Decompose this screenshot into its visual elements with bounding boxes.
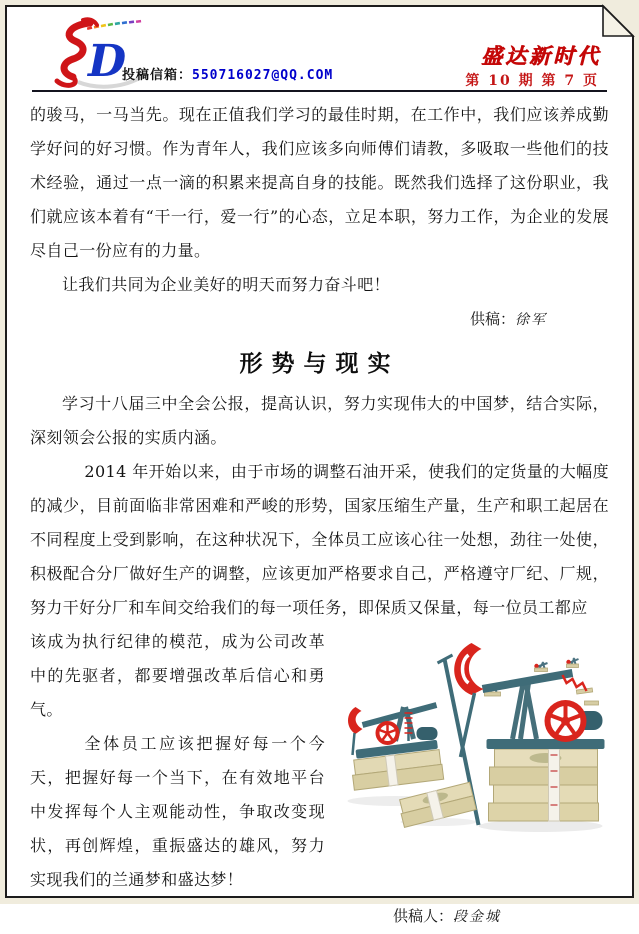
article2-wrap-section: [30, 625, 609, 897]
byline-label: 供稿：: [469, 310, 515, 328]
email-line: [122, 64, 333, 83]
article2-para2-b: 该成为执行纪律的模范，成为公司改革中的先驱者，都要增强改革后信心和勇气。: [30, 632, 325, 719]
byline-name: 段金城: [453, 909, 501, 925]
article2-title: 形势与现实: [239, 350, 400, 377]
logo-letter-d: D: [88, 36, 127, 87]
article2-byline: [30, 899, 609, 934]
article2-para1: 学习十八届三中全会公报，提高认识，努力实现伟大的中国梦，结合实际，深刻领会公报的实质内涵。: [30, 394, 609, 447]
page-content: [6, 6, 633, 925]
issue-page-info: 第 10 期 第 7 页: [465, 73, 599, 89]
article1-closing: 让我们共同为企业美好的明天而努力奋斗吧！: [62, 275, 391, 294]
article2-para2-a: 2014 年开始以来，由于市场的调整石油开采，使我们的定货量的大幅度的减少，目前面临非常困难和严峻的形势，国家压缩生产量，生产和职工起居在不同程度上受到影响，在这种状况下，全体员工应该心往一处想，劲往一处使，积极配合分厂做好生产的调整，应该更加严格要求自己，严格遵守厂纪、厂规，努力干好分厂和车间交给我们的每一项任务，即保质又保量，每一位员工都应: [30, 462, 609, 617]
header-divider: [32, 90, 607, 92]
article2-para3: 全体员工应该把握好每一个今天，把握好每一个当下，在有效地平台中发挥每个人主观能动性，争取改变现状，再创辉煌，重振盛达的雄风，努力实现我们的兰通梦和盛达梦！: [30, 734, 325, 889]
byline-name: 徐军: [515, 312, 547, 328]
email-address: 550716027@QQ.COM: [192, 68, 334, 83]
email-label: 投稿信箱：: [122, 68, 193, 83]
byline-label: 供稿人：: [392, 907, 453, 925]
masthead-title: 盛达新时代: [481, 43, 601, 68]
newsletter-header: [30, 20, 609, 90]
article1-byline: [30, 302, 609, 337]
newsletter-body: [30, 98, 609, 934]
article1-body: 的骏马，一马当先。现在正值我们学习的最佳时期，在工作中，我们应该养成勤学好问的好习惯。作为青年人，我们应该多向师傅们请教，多吸取一些他们的技术经验，通过一点一滴的积累来提高自身的技能。既然我们选择了这份职业，我们就应该本着有“干一行，爱一行”的心态，立足本职，努力工作，为企业的发展尽自己一份应有的力量。: [30, 105, 609, 260]
oil-pumps-money-image: [337, 629, 609, 834]
